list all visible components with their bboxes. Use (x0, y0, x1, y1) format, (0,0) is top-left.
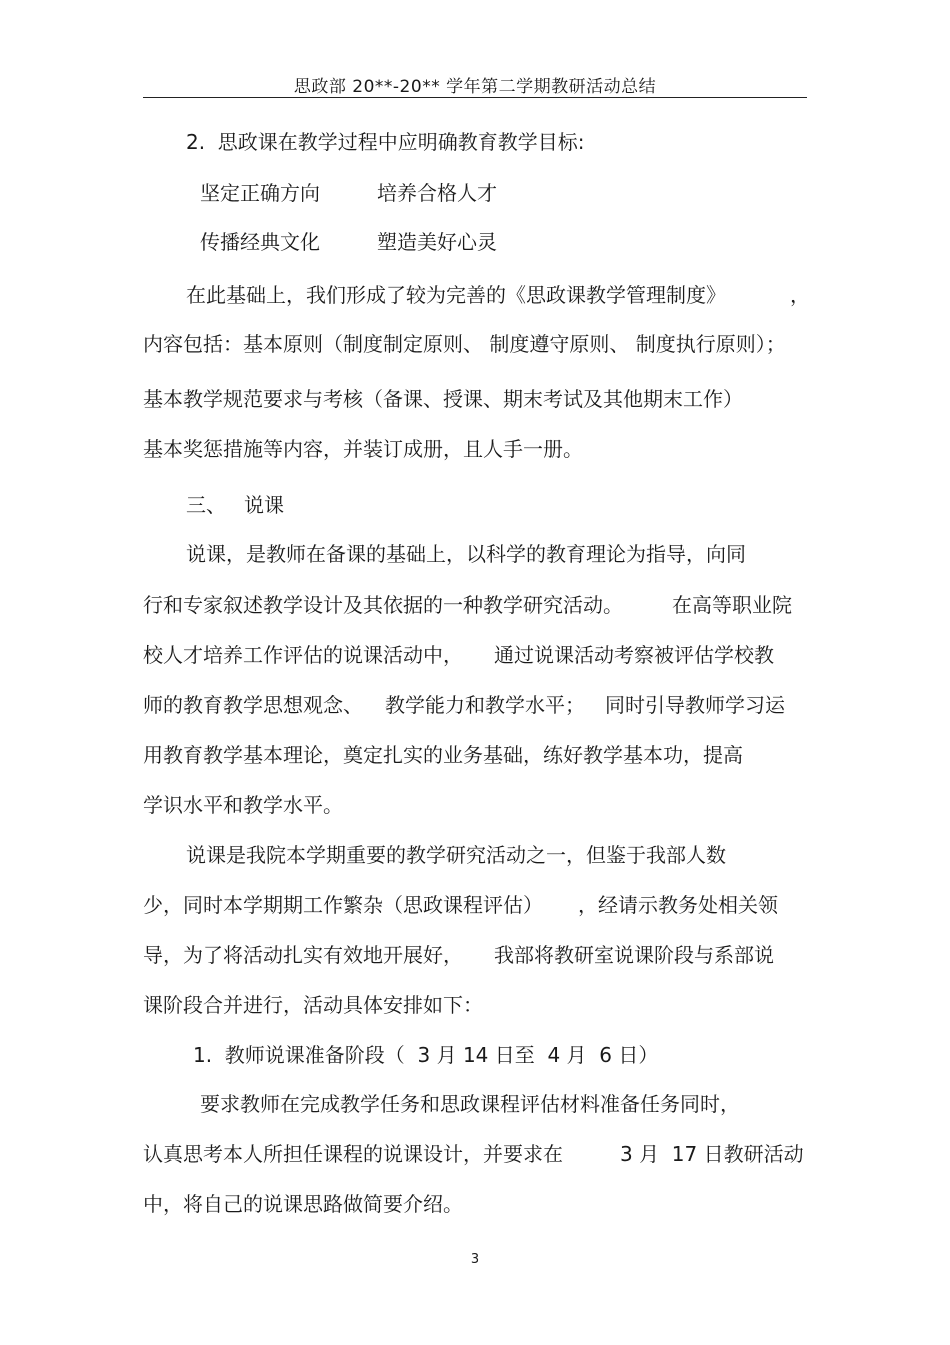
paragraph-line: 校人才培养工作评估的说课活动中， (143, 643, 463, 667)
paragraph-line: 认真思考本人所担任课程的说课设计，并要求在 (143, 1142, 563, 1166)
paragraph-line: 教学能力和教学水平； (385, 693, 585, 717)
paragraph-line: 在此基础上，我们形成了较为完善的《思政课教学管理制度》 (186, 283, 726, 307)
header-divider (143, 97, 807, 98)
paragraph-line: 内容包括：基本原则（制度制定原则、 制度遵守原则、 制度执行原则）； (143, 332, 786, 356)
paragraph-line: 3 月 17 日教研活动 (620, 1142, 804, 1166)
stage-heading: 1. 教师说课准备阶段（ 3 月 14 日至 4 月 6 日） (193, 1043, 659, 1067)
paragraph-line: 导，为了将活动扎实有效地开展好， (143, 943, 463, 967)
section-title: 说课 (244, 493, 284, 517)
paragraph-line: 学识水平和教学水平。 (143, 793, 343, 817)
paragraph-line: 行和专家叙述教学设计及其依据的一种教学研究活动。 (143, 593, 623, 617)
paragraph-line: 通过说课活动考察被评估学校教 (494, 643, 774, 667)
paragraph-line: 要求教师在完成教学任务和思政课程评估材料准备任务同时， (200, 1092, 740, 1116)
paragraph-line: 师的教育教学思想观念、 (143, 693, 363, 717)
paragraph-line: ，经请示教务处相关领 (578, 893, 778, 917)
paragraph-line: 基本奖惩措施等内容，并装订成册，且人手一册。 (143, 437, 583, 461)
paragraph-line: 说课，是教师在备课的基础上，以科学的教育理论为指导，向同 (186, 542, 746, 566)
page-header-title: 思政部 20**-20** 学年第二学期教研活动总结 (293, 77, 657, 97)
paragraph-line: ， (790, 283, 810, 307)
section-number: 三、 (186, 493, 226, 517)
paragraph-line: 课阶段合并进行，活动具体安排如下： (143, 993, 483, 1017)
goal-item: 培养合格人才 (377, 181, 497, 205)
goal-item: 坚定正确方向 (200, 181, 320, 205)
paragraph-line: 在高等职业院 (672, 593, 792, 617)
paragraph-line: 我部将教研室说课阶段与系部说 (494, 943, 774, 967)
goals-intro: 2. 思政课在教学过程中应明确教育教学目标: (186, 130, 585, 154)
paragraph-line: 中，将自己的说课思路做简要介绍。 (143, 1192, 463, 1216)
paragraph-line: 基本教学规范要求与考核（备课、授课、期末考试及其他期末工作） (143, 387, 743, 411)
goal-item: 塑造美好心灵 (377, 230, 497, 254)
paragraph-line: 少，同时本学期期工作繁杂（思政课程评估） (143, 893, 543, 917)
goal-item: 传播经典文化 (200, 230, 320, 254)
paragraph-line: 说课是我院本学期重要的教学研究活动之一，但鉴于我部人数 (186, 843, 726, 867)
paragraph-line: 同时引导教师学习运 (605, 693, 785, 717)
page-number: 3 (470, 1252, 480, 1267)
paragraph-line: 用教育教学基本理论，奠定扎实的业务基础，练好教学基本功，提高 (143, 743, 743, 767)
